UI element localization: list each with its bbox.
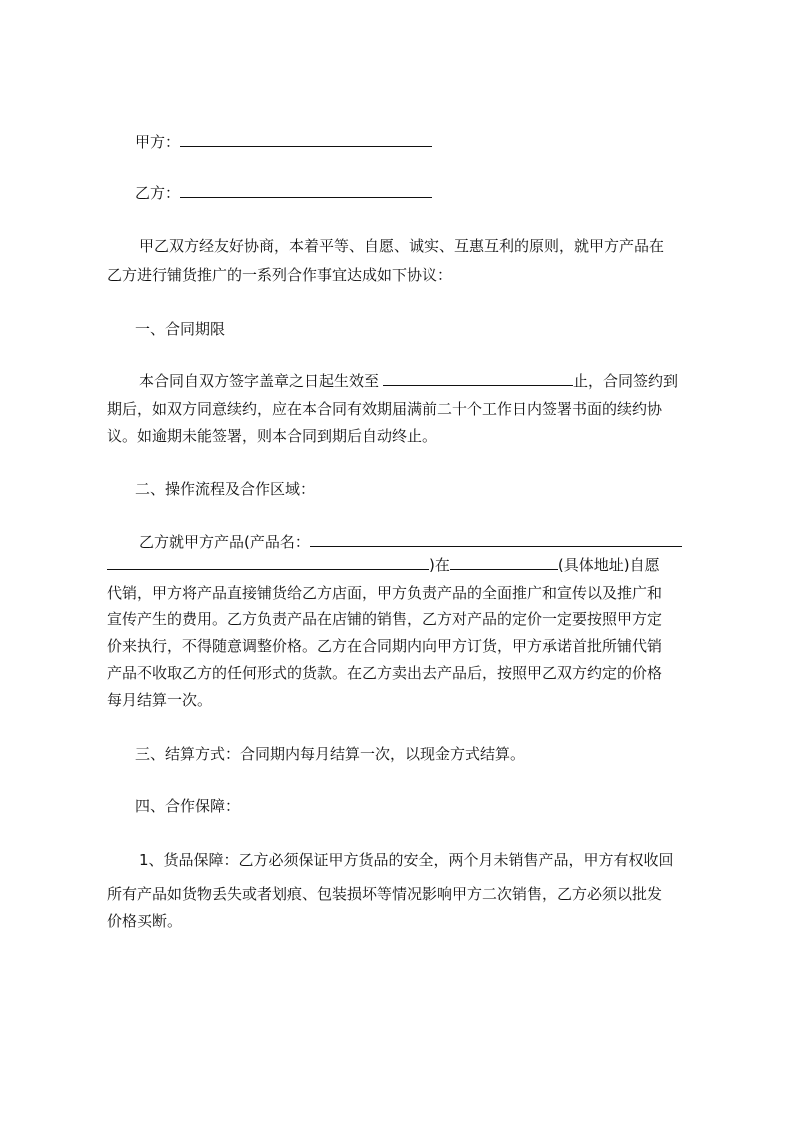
address-blank[interactable]: [450, 555, 558, 570]
section-2-line-2-suffix: (具体地址)自愿: [557, 556, 660, 574]
party-b-blank[interactable]: [180, 183, 432, 198]
section-2-line-3: 代销，甲方将产品直接铺货给乙方店面，甲方负责产品的全面推广和宣传以及推广和: [107, 584, 663, 602]
section-2-line-7: 每月结算一次。: [107, 691, 213, 709]
section-4-item-1-line-2: 所有产品如货物丢失或者划痕、包装损坏等情况影响甲方二次销售，乙方必须以批发: [107, 885, 663, 903]
section-2-line-1: [139, 531, 682, 553]
section-4-item-1-line-3: 价格买断。: [107, 912, 183, 930]
section-1-line-2: 期后，如双方同意续约，应在本合同有效期届满前二十个工作日内签署书面的续约协: [107, 400, 663, 418]
section-1-line-1-suffix: 止，合同签约到: [573, 372, 679, 390]
section-2-line-5: 价来执行，不得随意调整价格。乙方在合同期内向甲方订货，甲方承诺首批所铺代销: [107, 637, 663, 655]
intro-line-1: 甲乙双方经友好协商，本着平等、自愿、诚实、互惠互利的原则，就甲方产品在: [139, 237, 665, 255]
section-4-item-1-line-1: 1、货品保障：乙方必须保证甲方货品的安全，两个月未销售产品，甲方有权收回: [139, 851, 674, 869]
term-end-date-blank[interactable]: [383, 371, 573, 386]
section-2-line-2-mid: )在: [429, 556, 450, 574]
party-b-line: [135, 182, 432, 204]
section-1-line-1-prefix: 本合同自双方签字盖章之日起生效至: [139, 372, 380, 390]
product-name-blank-1[interactable]: [310, 532, 682, 547]
party-b-label: 乙方：: [135, 184, 181, 202]
section-2-line-4: 宣传产生的费用。乙方负责产品在店铺的销售，乙方对产品的定价一定要按照甲方定: [107, 610, 663, 628]
section-1-line-3: 议。如逾期未能签署，则本合同到期后自动终止。: [107, 427, 438, 445]
section-1-line-1: [139, 370, 678, 392]
section-2-line-1-prefix: 乙方就甲方产品(产品名：: [139, 533, 310, 551]
section-3-heading: 三、结算方式：合同期内每月结算一次，以现金方式结算。: [135, 745, 526, 763]
section-4-heading: 四、合作保障：: [135, 797, 241, 815]
product-name-blank-2[interactable]: [107, 555, 429, 570]
section-2-heading: 二、操作流程及合作区域：: [135, 480, 316, 498]
party-a-line: [135, 131, 432, 153]
section-1-heading: 一、合同期限: [135, 320, 226, 338]
intro-line-2: 乙方进行铺货推广的一系列合作事宜达成如下协议：: [107, 266, 453, 284]
section-2-line-2: [107, 554, 660, 576]
party-a-label: 甲方：: [135, 133, 181, 151]
party-a-blank[interactable]: [180, 132, 432, 147]
section-2-line-6: 产品不收取乙方的任何形式的货款。在乙方卖出去产品后，按照甲乙双方约定的价格: [107, 664, 663, 682]
